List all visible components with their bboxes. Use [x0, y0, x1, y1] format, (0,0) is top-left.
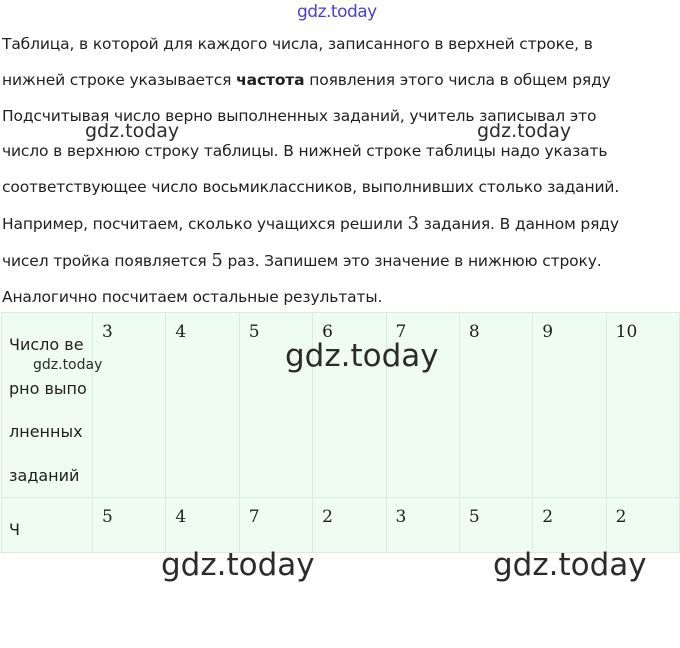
table-cell: 2: [533, 498, 606, 553]
table-header-tasks: Число верно выполненных заданий: [2, 313, 93, 498]
text-line-7: [2, 243, 678, 280]
text-line-6: [2, 206, 678, 243]
table-cell: 2: [606, 498, 679, 553]
text-line-4: число в верхнюю строку таблицы. В нижней строке таблицы надо указать: [2, 142, 608, 161]
table-cell: 5: [459, 498, 532, 553]
text-line-2-end: появления этого числа в общем ряду: [304, 70, 611, 89]
table-cell: 7: [239, 498, 312, 553]
text-line-7-end: раз. Запишем это значение в нижнюю строку.: [222, 251, 602, 270]
text-line-3: Подсчитывая число верно выполненных заданий, учитель записывал это: [2, 106, 597, 125]
table-cell: 3: [386, 498, 459, 553]
text-line-7-start: чисел тройка появляется: [2, 251, 212, 270]
text-line-5: соответствующее число восьмиклассников, выполнивших столько заданий.: [2, 178, 620, 197]
watermark-mid-left: gdz.today: [85, 120, 180, 142]
watermark-table-lower-right: gdz.today: [493, 547, 647, 583]
text-line-8: Аналогично посчитаем остальные результаты.: [2, 287, 383, 306]
table-cell: 4: [166, 313, 239, 498]
number-three: 3: [407, 212, 419, 234]
table-cell: 5: [93, 498, 166, 553]
term-frequency: частота: [236, 70, 305, 89]
table-cell: 2: [313, 498, 386, 553]
text-line-2-start: нижней строке указывается: [2, 70, 237, 89]
table-cell: 4: [166, 498, 239, 553]
table-cell: 8: [459, 313, 532, 498]
table-cell: 5: [239, 313, 312, 498]
text-line-1: Таблица, в которой для каждого числа, записанного в верхней строке, в: [2, 35, 593, 53]
table-cell: 7: [386, 313, 459, 498]
text-line-2: [2, 63, 678, 99]
table-cell: 10: [606, 313, 679, 498]
watermark-top: gdz.today: [297, 2, 377, 22]
watermark-table-lower-left: gdz.today: [161, 547, 315, 583]
text-line-6-end: задания. В данном ряду: [418, 214, 619, 233]
table-cell: 9: [533, 313, 606, 498]
explanation-paragraph: [2, 27, 678, 315]
table-cell: 3: [93, 313, 166, 498]
table-cell: 6: [313, 313, 386, 498]
text-line-6-start: Например, посчитаем, сколько учащихся решили: [2, 214, 408, 233]
watermark-mid-right: gdz.today: [477, 120, 572, 142]
watermark-table-small: gdz.today: [33, 357, 103, 373]
table-header-students: Ч: [2, 498, 93, 553]
number-five: 5: [211, 249, 223, 271]
table-row-students: [2, 498, 680, 553]
watermark-table-center: gdz.today: [285, 338, 439, 374]
